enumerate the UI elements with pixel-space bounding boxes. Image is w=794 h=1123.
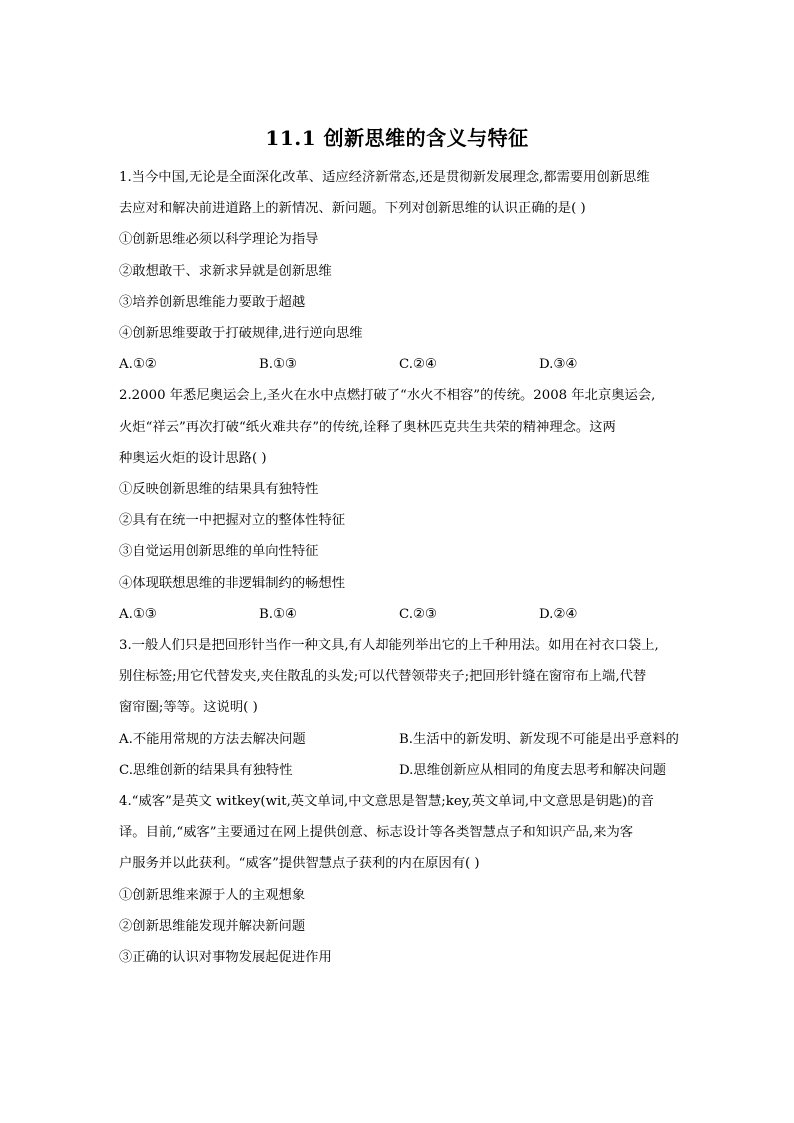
option-d[interactable]: D.③④ bbox=[539, 357, 578, 373]
question-3 bbox=[119, 630, 679, 786]
question-1 bbox=[119, 162, 679, 380]
statement: ①创新思维来源于人的主观想象 bbox=[119, 887, 306, 903]
option-b[interactable]: B.①③ bbox=[259, 357, 297, 373]
document-title: 11.1 创新思维的含义与特征 bbox=[265, 126, 529, 150]
question-stem-line: 别住标签;用它代替发夹,夹住散乱的头发;可以代替领带夹子;把回形针缝在窗帘布上端,代替 bbox=[119, 669, 647, 685]
option-b[interactable]: B.①④ bbox=[259, 606, 297, 622]
answer-options-row bbox=[119, 724, 679, 755]
option-a[interactable]: A.不能用常规的方法去解决问题 bbox=[119, 731, 306, 747]
option-d[interactable]: D.②④ bbox=[539, 606, 578, 622]
question-stem-line: 种奥运火炬的设计思路( ) bbox=[119, 450, 267, 466]
option-d[interactable]: D.思维创新应从相同的角度去思考和解决问题 bbox=[399, 762, 667, 778]
answer-options bbox=[119, 349, 679, 380]
option-c[interactable]: C.②③ bbox=[399, 606, 437, 622]
question-stem-line: 窗帘圈;等等。这说明( ) bbox=[119, 700, 258, 716]
question-stem-line: 3.一般人们只是把回形针当作一种文具,有人却能列举出它的上千种用法。如用在衬衣口袋上, bbox=[119, 638, 659, 654]
question-stem-line: 2.2000 年悉尼奥运会上,圣火在水中点燃打破了“水火不相容”的传统。2008 年北京奥运会, bbox=[119, 388, 656, 404]
question-stem-line: 1.当今中国,无论是全面深化改革、适应经济新常态,还是贯彻新发展理念,都需要用创新思维 bbox=[119, 170, 650, 185]
statement: ②敢想敢干、求新求异就是创新思维 bbox=[119, 263, 332, 279]
question-stem-line: 4.“威客”是英文 witkey(wit,英文单词,中文意思是智慧;key,英文单词,中文意思是钥匙)的音 bbox=[119, 794, 654, 810]
option-c[interactable]: C.②④ bbox=[399, 357, 437, 373]
question-list bbox=[119, 162, 679, 973]
question-stem-line: 去应对和解决前进道路上的新情况、新问题。下列对创新思维的认识正确的是( ) bbox=[119, 201, 586, 217]
question-stem-line: 译。目前,“威客”主要通过在网上提供创意、标志设计等各类智慧点子和知识产品,来为客 bbox=[119, 825, 634, 841]
statement: ②创新思维能发现并解决新问题 bbox=[119, 918, 306, 934]
option-a[interactable]: A.①③ bbox=[119, 606, 157, 622]
option-b[interactable]: B.生活中的新发明、新发现不可能是出乎意料的 bbox=[399, 731, 679, 747]
statement: ①创新思维必须以科学理论为指导 bbox=[119, 232, 319, 248]
statement: ②具有在统一中把握对立的整体性特征 bbox=[119, 513, 346, 529]
question-stem-line: 户服务并以此获利。“威客”提供智慧点子获利的内在原因有( ) bbox=[119, 856, 480, 872]
statement: ④体现联想思维的非逻辑制约的畅想性 bbox=[119, 575, 346, 591]
question-4 bbox=[119, 786, 679, 973]
answer-options-row bbox=[119, 755, 679, 786]
option-c[interactable]: C.思维创新的结果具有独特性 bbox=[119, 762, 293, 778]
statement: ③培养创新思维能力要敢于超越 bbox=[119, 294, 306, 310]
option-a[interactable]: A.①② bbox=[119, 357, 157, 373]
answer-options bbox=[119, 599, 679, 630]
statement: ③自觉运用创新思维的单向性特征 bbox=[119, 544, 319, 560]
statement: ③正确的认识对事物发展起促进作用 bbox=[119, 950, 332, 966]
statement: ①反映创新思维的结果具有独特性 bbox=[119, 482, 319, 498]
question-stem-line: 火炬“祥云”再次打破“纸火难共存”的传统,诠释了奥林匹克共生共荣的精神理念。这两 bbox=[119, 419, 616, 435]
question-2 bbox=[119, 380, 679, 630]
statement: ④创新思维要敢于打破规律,进行逆向思维 bbox=[119, 326, 363, 342]
